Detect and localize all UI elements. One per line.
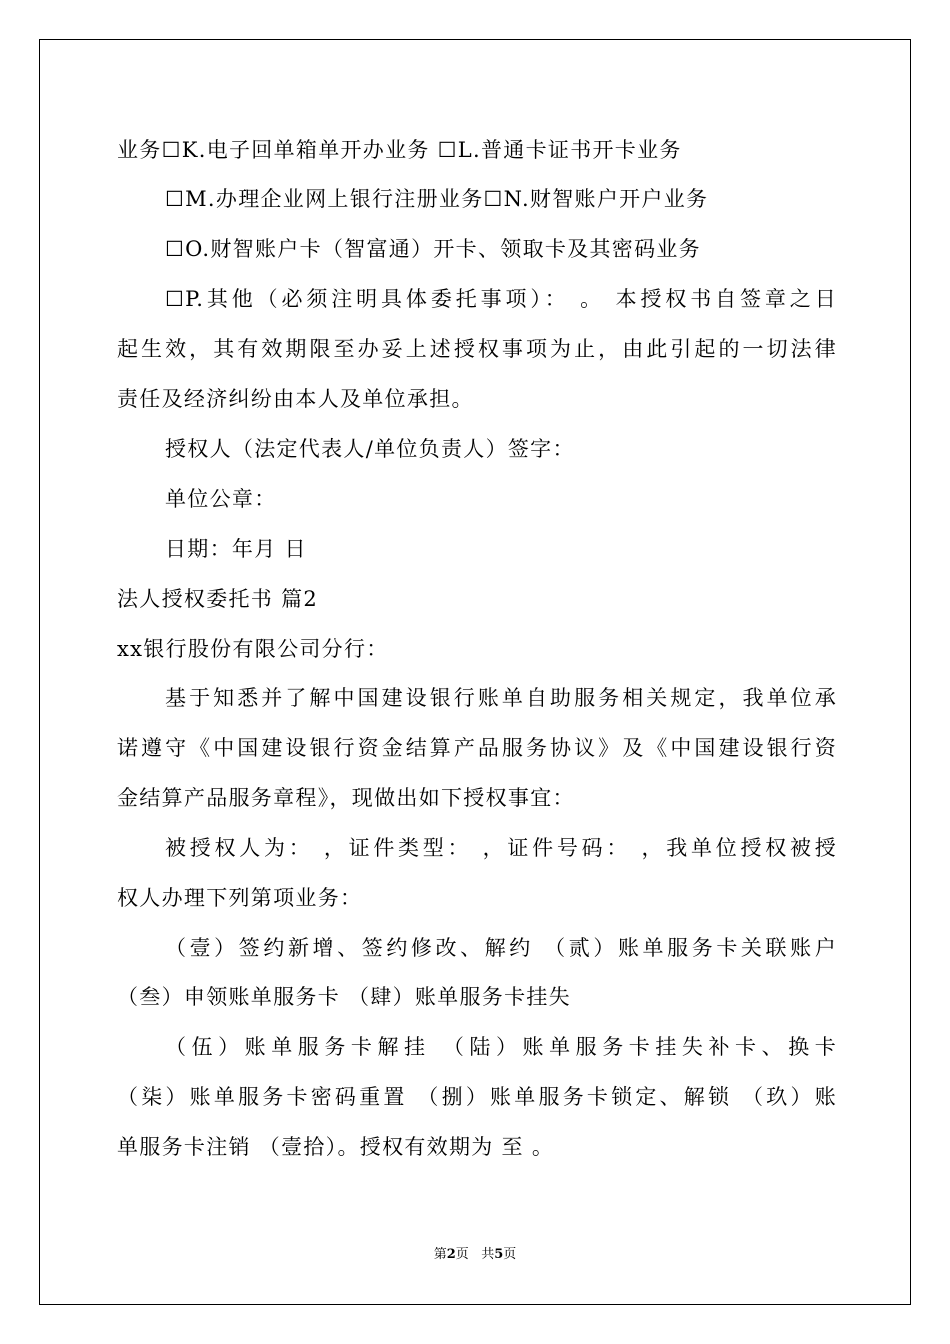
text-line: 基于知悉并了解中国建设银行账单自助服务相关规定，我单位承 bbox=[165, 686, 837, 710]
text-line: 业务☐K.电子回单箱单开办业务 ☐L.普通卡证书开卡业务 bbox=[117, 138, 682, 162]
text-line: xx银行股份有限公司分行： bbox=[117, 637, 389, 661]
text-line: 单服务卡注销 （壹拾）。授权有效期为 至 。 bbox=[117, 1135, 555, 1159]
footer-page-suffix: 页 bbox=[455, 1247, 469, 1262]
text-line: （柒）账单服务卡密码重置 （捌）账单服务卡锁定、解锁 （玖）账 bbox=[117, 1085, 837, 1109]
text-line: 责任及经济纠纷由本人及单位承担。 bbox=[117, 387, 474, 411]
footer-total-prefix: 共 bbox=[481, 1247, 495, 1262]
text-line: 诺遵守《中国建设银行资金结算产品服务协议》及《中国建设银行资 bbox=[117, 736, 837, 760]
text-line: 日期：年月 日 bbox=[165, 537, 307, 561]
text-line: 单位公章： bbox=[165, 487, 277, 511]
text-line: （伍）账单服务卡解挂 （陆）账单服务卡挂失补卡、换卡 bbox=[165, 1035, 837, 1059]
footer-total-suffix: 页 bbox=[503, 1247, 517, 1262]
page-footer bbox=[0, 1246, 950, 1264]
text-line: 被授权人为： ，证件类型： ，证件号码： ，我单位授权被授 bbox=[165, 836, 837, 860]
text-line: 授权人（法定代表人/单位负责人）签字： bbox=[165, 437, 575, 461]
text-line: ☐O.财智账户卡（智富通）开卡、领取卡及其密码业务 bbox=[165, 237, 701, 261]
section-heading: 法人授权委托书 篇2 bbox=[117, 587, 319, 611]
footer-total-pages: 5 bbox=[494, 1247, 504, 1262]
text-line: （叁）申领账单服务卡 （肆）账单服务卡挂失 bbox=[117, 985, 571, 1009]
text-line: ☐P.其他（必须注明具体委托事项）： 。 本授权书自签章之日 bbox=[165, 287, 837, 311]
text-line: 权人办理下列第项业务： bbox=[117, 886, 363, 910]
page-border bbox=[39, 39, 911, 1305]
text-line: 起生效，其有效期限至办妥上述授权事项为止，由此引起的一切法律 bbox=[117, 337, 837, 361]
footer-page-number: 2 bbox=[446, 1247, 456, 1262]
text-line: （壹）签约新增、签约修改、解约 （贰）账单服务卡关联账户 bbox=[165, 936, 837, 960]
text-line: 金结算产品服务章程》，现做出如下授权事宜： bbox=[117, 786, 575, 810]
footer-page-prefix: 第 bbox=[433, 1247, 447, 1262]
text-line: ☐M.办理企业网上银行注册业务☐N.财智账户开户业务 bbox=[165, 187, 709, 211]
